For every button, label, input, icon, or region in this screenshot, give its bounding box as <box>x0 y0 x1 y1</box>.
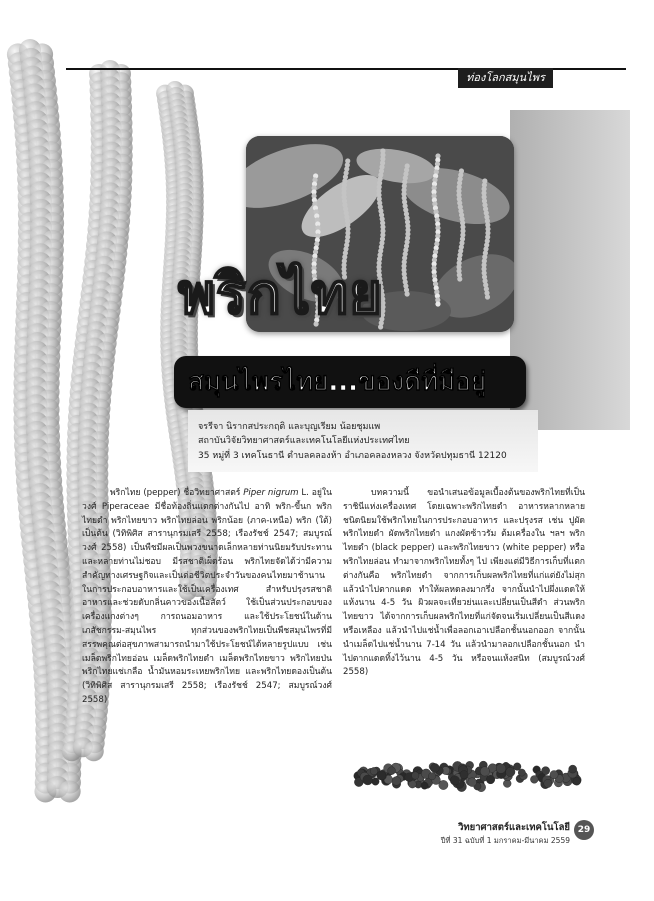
article-subtitle: สมุนไพรไทย...ของดีที่มีอยู่ <box>188 367 487 397</box>
article-title: พริกไทย <box>178 262 383 327</box>
peppercorns-image <box>352 746 590 800</box>
author-affiliation: สถาบันวิจัยวิทยาศาสตร์และเทคโนโลยีแห่งประเทศไทย <box>198 436 410 446</box>
footer-issue: ปีที่ 31 ฉบับที่ 1 มกราคม-มีนาคม 2559 <box>440 836 570 845</box>
scientific-name: Piper nigrum <box>243 488 299 498</box>
author-address: 35 หมู่ที่ 3 เทคโนธานี ตำบลคลองห้า อำเภอคลองหลวง จังหวัดปทุมธานี 12120 <box>198 451 507 461</box>
footer-journal-name: วิทยาศาสตร์และเทคโนโลยี <box>458 822 570 833</box>
header-gray-band <box>510 110 630 430</box>
body-column-right <box>343 487 585 680</box>
body-paragraph-right: บทความนี้ ขอนำเสนอข้อมูลเบื้องต้นของพริกไทยที่เป็นราชินีแห่งเครื่องเทศ โดยเฉพาะพริกไทยดำ อาหารหลากหลายชนิดนิยมใช้พริกไทยในการประกอบอาหาร และปรุงรส เช่น ปูผัดพริกไทยดำ ผัดพริกไทยดำ แกงผัดซ้าวรัม ต้มเครื่องใน ฯลฯ พริกไทยดำ (black pepper) และพริกไทยขาว (white pepper) หรือพริกไทยล่อน ทำมาจากพริกไทยทั้งๆ ไป เพียงแต่มีวิธีการเก็บที่แตกต่างกันคือ พริกไทยดำ จากการเก็บผลพริกไทยที่แก่แต่ยังไม่สุก แล้วนำไปตากแดด ทำให้ผลหดลงมากรึ่ง จากนั้นนำไปผึ่งแดดให้แห้งนาน 4-5 วัน ผิวผลจะเหี่ยวย่นและเปลี่ยนเป็นสีดำ ส่วนพริกไทยขาว ได้จากการเก็บผลพริกไทยที่แก่จัดจนเริ่มเปลี่ยนเป็นสีแดงหรือเหลือง แล้วนำไปแช่น้ำเพื่อลอกเอาเปลือกชั้นนอกออก จากนั้นนำเมล็ดไปแช่น้ำนาน 7-14 วัน แล้วนำมาลอกเปลือกชั้นนอก นำไปตากแดดทิ้งไว้นาน 4-5 วัน หรือจนแห้งสนิท (สมบูรณ์วงศ์ 2558) <box>343 488 585 678</box>
body-paragraph-left: พริกไทย (pepper) ชื่อวิทยาศาสตร์ Piper nigrum L. อยู่ในวงศ์ Piperaceae มีชื่อท้องถิ่นแตกต่างกันไป อาทิ พริก-ขี้นก พริกไทยดำ พริกไทยขาว พริกไทยล่อน พริกน้อย (ภาค-เหนือ) พริก (ใต้) เป็นต้น (วิทิพิศิส สารานุกรมเสรี 2558; เรืองรัชช์ 2547; สมบูรณ์วงศ์ 2558) เป็นพืชมีผลเป็นพวงขนาดเล็กหลายท่านนิยมรับประทานและหลายท่านไม่ชอบ มีรสชาติเผ็ดร้อน พริกไทยจัดได้ว่ามีความสำคัญทางเศรษฐกิจและเป็นต่อชีวิตประจำวันของคนไทยมาช้านาน ในการประกอบอาหารและใช้เป็นเครื่องเทศ สำหรับปรุงรสชาติอาหารและช่วยดับกลิ่นคาวของเนื้อสัตว์ ใช้เป็นส่วนประกอบของเครื่องแกงต่างๆ การถนอมอาหาร และใช้ประโยชน์ในด้านเภสัชกรรม-สมุนไพร ทุกส่วนของพริกไทยเป็นพืชสมุนไพรที่มีสรรพคุณต่อสุขภาพสามารถนำมาใช้ประโยชน์ได้หลายรูปแบบ เช่น เมล็ดพริกไทยอ่อน เมล็ดพริกไทยดำ เมล็ดพริกไทยขาว พริกไทยป่น พริกไทยแช่เกลือ น้ำมันหอมระเหยพริกไทย และพริกไทยดองเป็นต้น (วิทิพิศิส สารานุกรมเสรี 2558; เรืองรัชช์ 2547; สมบูรณ์วงศ์ 2558) <box>82 488 332 705</box>
body-column-left <box>82 487 332 708</box>
author-names: จรรีจา นิรากสประกฤติ และบุญเรียม น้อยชุมแพ <box>198 422 381 432</box>
section-label: ท่องโลกสมุนไพร <box>458 68 553 88</box>
page-number: 29 <box>574 820 594 840</box>
